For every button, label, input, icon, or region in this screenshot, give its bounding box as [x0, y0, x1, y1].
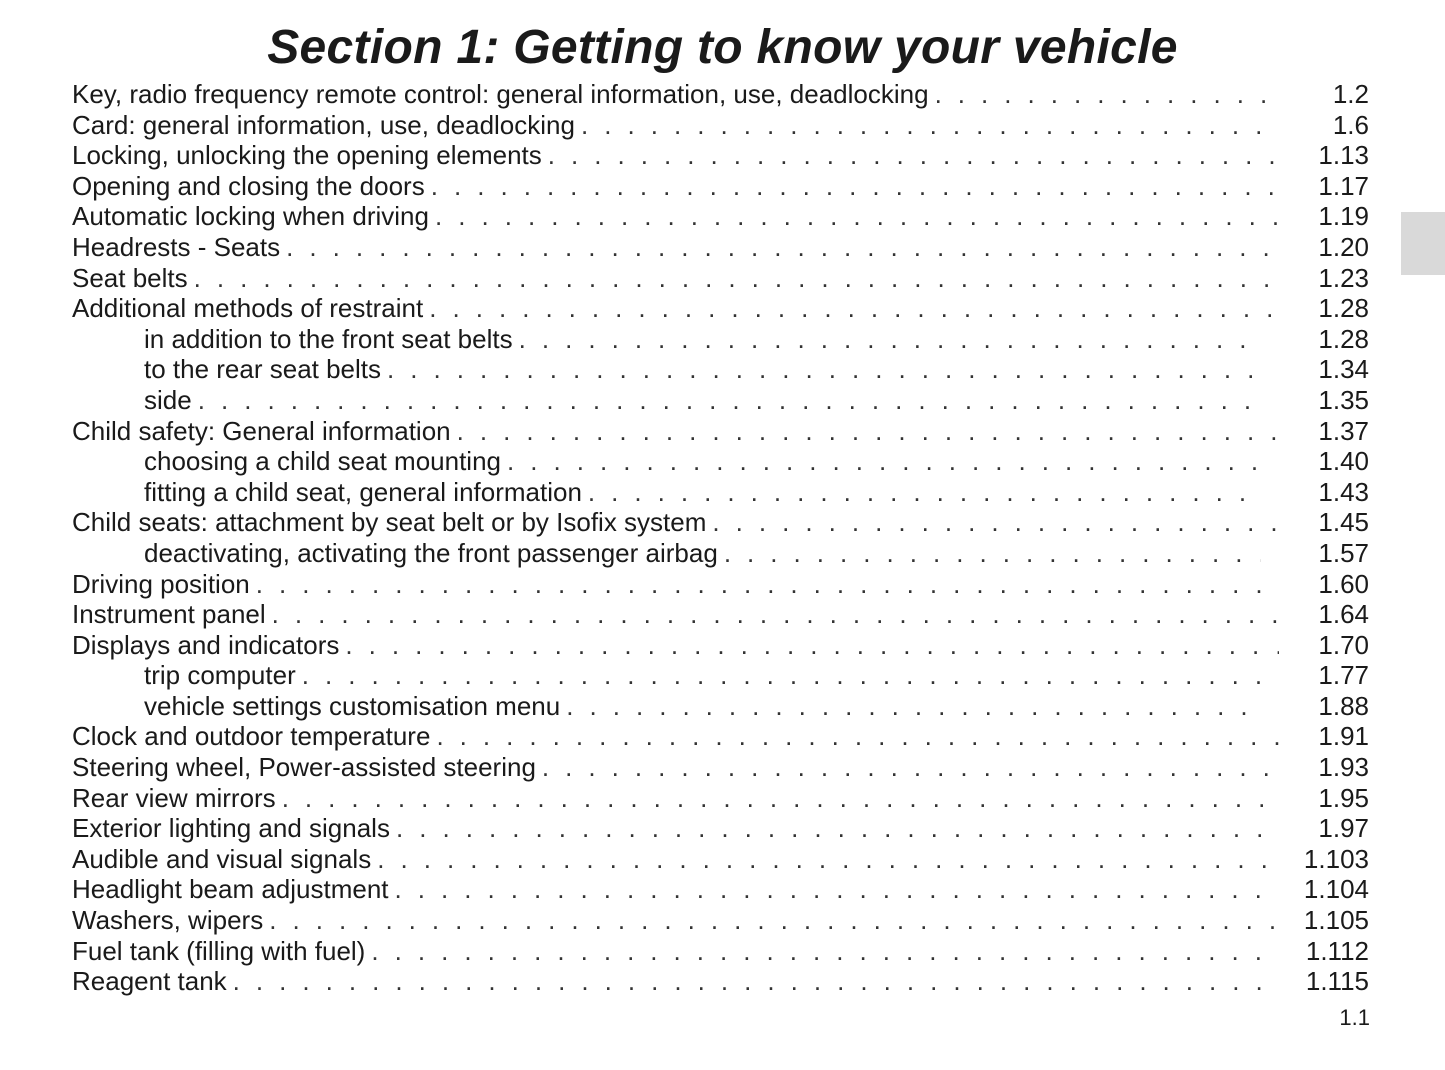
toc-entry-label: Additional methods of restraint: [72, 293, 424, 324]
dot-leader: [435, 201, 1279, 232]
dot-leader: [431, 171, 1279, 202]
toc-entry-page: 1.88: [1318, 690, 1369, 721]
toc-entry-label: Child seats: attachment by seat belt or by Isofix system: [72, 507, 707, 538]
toc-entry[interactable]: [72, 232, 1369, 263]
toc-entry-page: 1.17: [1318, 170, 1369, 201]
dot-leader: [302, 660, 1261, 691]
toc-entry[interactable]: [72, 783, 1369, 814]
toc-entry-label: choosing a child seat mounting: [144, 446, 502, 477]
toc-entry-page: 1.28: [1318, 293, 1369, 324]
toc-subentry[interactable]: [72, 691, 1369, 722]
toc-entry-page: 1.34: [1318, 354, 1369, 385]
dot-leader: [269, 905, 1279, 936]
toc-entry-page: 1.104: [1303, 874, 1369, 905]
toc-entry-page: 1.112: [1305, 935, 1369, 966]
toc-entry[interactable]: [72, 966, 1369, 997]
toc-entry-label: Key, radio frequency remote control: general information, use, deadlocking: [72, 79, 929, 109]
toc-entry-page: 1.95: [1318, 782, 1369, 813]
dot-leader: [581, 110, 1279, 141]
dot-leader: [519, 324, 1261, 355]
dot-leader: [286, 232, 1279, 263]
toc-entry-label: side: [144, 384, 192, 415]
dot-leader: [395, 874, 1279, 905]
toc-entry-label: Displays and indicators: [72, 629, 340, 660]
toc-entry-label: Seat belts: [72, 262, 188, 293]
toc-entry-label: Reagent tank: [72, 966, 227, 997]
dot-leader: [345, 630, 1279, 661]
toc-entry-page: 1.35: [1318, 384, 1369, 415]
toc-entry-page: 1.40: [1318, 446, 1369, 477]
toc-entry-page: 1.103: [1303, 843, 1369, 874]
toc-entry[interactable]: [72, 263, 1369, 294]
table-of-contents: [72, 79, 1369, 997]
toc-entry[interactable]: [72, 752, 1369, 783]
toc-entry-label: to the rear seat belts: [144, 354, 382, 385]
toc-entry-page: 1.6: [1332, 109, 1369, 140]
toc-entry-label: Instrument panel: [72, 599, 266, 630]
toc-entry-page: 1.23: [1318, 262, 1369, 293]
dot-leader: [588, 477, 1261, 508]
section-title: Section 1: Getting to know your vehicle: [267, 21, 1178, 74]
toc-entry[interactable]: [72, 569, 1369, 600]
toc-subentry[interactable]: [72, 446, 1369, 477]
dot-leader: [724, 538, 1261, 569]
toc-entry-page: 1.20: [1318, 231, 1369, 262]
toc-entry-page: 1.13: [1318, 140, 1369, 171]
toc-entry-page: 1.57: [1318, 537, 1369, 568]
dot-leader: [436, 721, 1279, 752]
toc-entry-page: 1.105: [1303, 905, 1369, 936]
toc-entry-label: Driving position: [72, 568, 250, 599]
toc-entry-page: 1.115: [1305, 966, 1369, 997]
toc-entry-page: 1.64: [1318, 599, 1369, 630]
toc-entry[interactable]: [72, 630, 1369, 661]
dot-leader: [233, 966, 1279, 997]
toc-entry-label: Washers, wipers: [72, 905, 264, 936]
dot-leader: [935, 79, 1279, 110]
toc-entry-page: 1.37: [1318, 415, 1369, 446]
toc-entry-label: trip computer: [144, 660, 296, 691]
toc-entry[interactable]: [72, 844, 1369, 875]
toc-entry-label: vehicle settings customisation menu: [144, 690, 561, 721]
toc-entry-page: 1.77: [1318, 660, 1369, 691]
toc-entry-label: Automatic locking when driving: [72, 201, 429, 232]
toc-subentry[interactable]: [72, 324, 1369, 355]
toc-entry-label: Exterior lighting and signals: [72, 813, 390, 844]
toc-entry-label: Locking, unlocking the opening elements: [72, 140, 542, 171]
toc-entry-label: Child safety: General information: [72, 415, 451, 446]
toc-entry-label: in addition to the front seat belts: [144, 323, 513, 354]
toc-entry-label: Opening and closing the doors: [72, 170, 425, 201]
toc-subentry[interactable]: [72, 660, 1369, 691]
dot-leader: [429, 293, 1279, 324]
toc-entry-page: 1.60: [1318, 568, 1369, 599]
toc-entry-label: Fuel tank (filling with fuel): [72, 935, 366, 966]
toc-entry-label: fitting a child seat, general information: [144, 476, 582, 507]
toc-entry-page: 1.93: [1318, 752, 1369, 783]
toc-entry[interactable]: [72, 507, 1369, 538]
toc-entry-label: Audible and visual signals: [72, 843, 372, 874]
section-side-tab: [1401, 212, 1445, 275]
toc-entry-page: 1.28: [1318, 323, 1369, 354]
toc-subentry[interactable]: [72, 477, 1369, 508]
toc-entry-label: Clock and outdoor temperature: [72, 721, 431, 752]
toc-entry-page: 1.91: [1318, 721, 1369, 752]
dot-leader: [194, 263, 1279, 294]
dot-leader: [457, 416, 1279, 447]
toc-entry-page: 1.45: [1318, 507, 1369, 538]
dot-leader: [282, 783, 1279, 814]
toc-entry[interactable]: [72, 721, 1369, 752]
toc-entry-page: 1.19: [1318, 201, 1369, 232]
toc-entry[interactable]: [72, 79, 1369, 110]
dot-leader: [256, 569, 1279, 600]
toc-entry[interactable]: [72, 599, 1369, 630]
toc-subentry[interactable]: [72, 538, 1369, 569]
dot-leader: [377, 844, 1279, 875]
dot-leader: [507, 446, 1261, 477]
dot-leader: [371, 936, 1279, 967]
toc-entry[interactable]: [72, 936, 1369, 967]
toc-entry[interactable]: [72, 813, 1369, 844]
dot-leader: [548, 140, 1279, 171]
toc-entry-page: 1.70: [1318, 629, 1369, 660]
toc-entry[interactable]: [72, 140, 1369, 171]
toc-entry[interactable]: [72, 416, 1369, 447]
dot-leader: [387, 354, 1261, 385]
toc-entry-label: Headlight beam adjustment: [72, 874, 389, 905]
toc-entry-label: deactivating, activating the front passenger airbag: [144, 537, 718, 568]
toc-entry[interactable]: [72, 110, 1369, 141]
toc-entry-page: 1.2: [1332, 79, 1369, 109]
toc-entry-label: Rear view mirrors: [72, 782, 276, 813]
toc-entry-page: 1.97: [1318, 813, 1369, 844]
toc-entry-page: 1.43: [1318, 476, 1369, 507]
toc-entry[interactable]: [72, 293, 1369, 324]
dot-leader: [542, 752, 1279, 783]
toc-subentry[interactable]: [72, 354, 1369, 385]
dot-leader: [272, 599, 1279, 630]
toc-entry-label: Card: general information, use, deadlocking: [72, 109, 575, 140]
toc-entry[interactable]: [72, 171, 1369, 202]
toc-entry-label: Headrests - Seats: [72, 231, 281, 262]
page-number: 1.1: [1339, 1005, 1370, 1030]
dot-leader: [566, 691, 1261, 722]
toc-subentry[interactable]: [72, 385, 1369, 416]
toc-entry[interactable]: [72, 201, 1369, 232]
dot-leader: [712, 507, 1279, 538]
dot-leader: [396, 813, 1279, 844]
toc-entry-label: Steering wheel, Power-assisted steering: [72, 752, 536, 783]
dot-leader: [198, 385, 1261, 416]
toc-entry[interactable]: [72, 874, 1369, 905]
toc-entry[interactable]: [72, 905, 1369, 936]
